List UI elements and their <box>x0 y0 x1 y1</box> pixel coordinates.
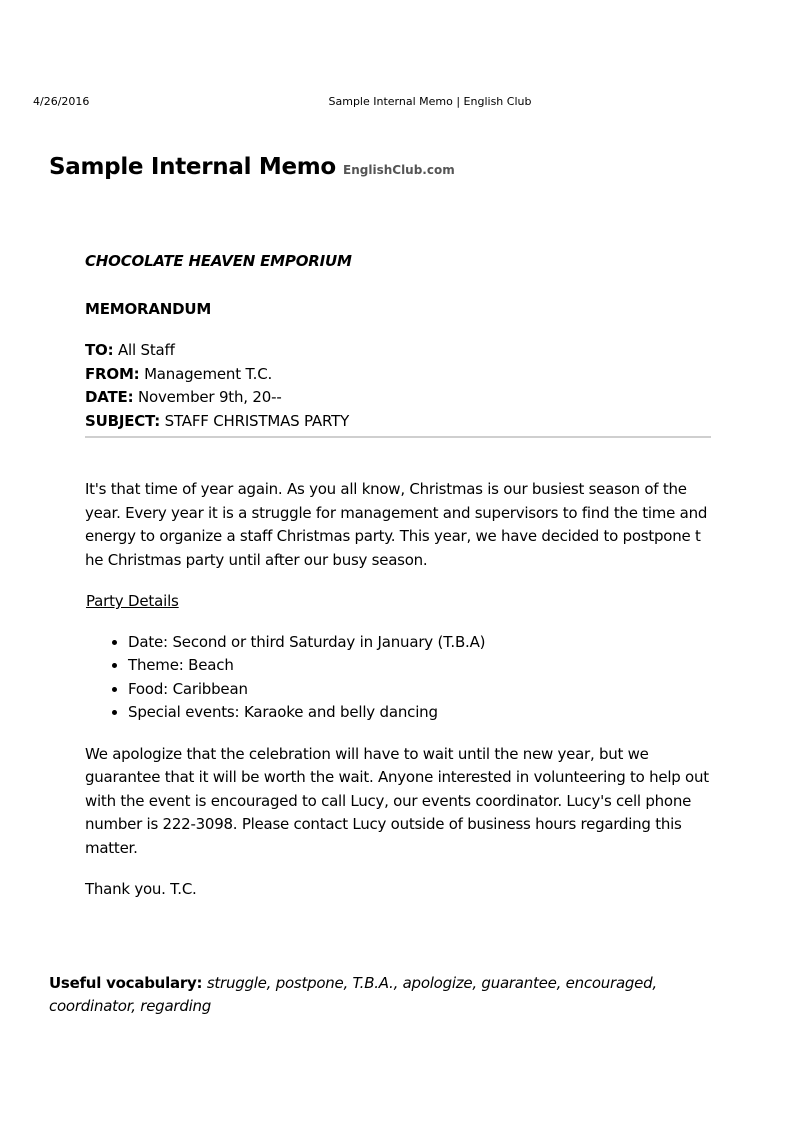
list-item: • Theme: Beach <box>128 654 711 678</box>
page-title-row <box>49 154 455 180</box>
closing-paragraph: We apologize that the celebration will have to wait until the new year, but we guarantee that it will be worth the wait. Anyone interested in volunteering to help out with the event is encouraged to call Lucy, our events coordinator. Lucy's cell phone number is 222-3098. Please contact Lucy outside of business hours regarding this matter. <box>85 744 709 857</box>
memo-from-line <box>85 363 711 387</box>
sign-off: Thank you. T.C. <box>85 880 197 898</box>
memo-subject-line <box>85 410 711 434</box>
memo-date-label: DATE: <box>85 388 134 406</box>
memo-from-value: Management T.C. <box>144 364 273 383</box>
print-title: Sample Internal Memo | English Club <box>328 95 532 108</box>
company-name: CHOCOLATE HEAVEN EMPORIUM <box>85 252 352 270</box>
site-brand-logo[interactable]: EnglishClub.com <box>343 163 455 177</box>
memo-heading: MEMORANDUM <box>85 299 212 318</box>
memo-from-label: FROM: <box>85 364 140 383</box>
vocabulary-label: Useful vocabulary: <box>49 974 203 992</box>
page-title: Sample Internal Memo <box>49 154 336 180</box>
memo-to-value: All Staff <box>117 341 175 359</box>
memo-date-line <box>85 386 711 410</box>
memo-date-value: November 9th, 20-- <box>137 388 282 406</box>
list-item: • Date: Second or third Saturday in January (T.B.A) <box>128 631 711 655</box>
memo-to-line <box>85 339 711 363</box>
party-details-list <box>85 631 711 725</box>
vocabulary-words: struggle, postpone, T.B.A., apologize, guarantee, encouraged, coordinator, regarding <box>49 974 657 1015</box>
memo-to-label: TO: <box>85 341 114 359</box>
intro-paragraph: It's that time of year again. As you all know, Christmas is our busiest season of the year. Every year it is a struggle for management and supervisors to find the time and energy to organize a staff Christmas party. This year, we have decided to postpone t he Christmas party until after our busy season. <box>85 480 708 569</box>
memo-body <box>85 250 711 902</box>
print-header <box>0 95 794 111</box>
print-date: 4/26/2016 <box>33 95 90 108</box>
party-details-heading: Party Details <box>86 592 179 610</box>
list-item: • Special events: Karaoke and belly dancing <box>128 701 711 725</box>
list-item: • Food: Caribbean <box>128 678 711 702</box>
header-divider <box>85 436 711 438</box>
memo-subject-label: SUBJECT: <box>85 411 161 430</box>
memo-subject-value: STAFF CHRISTMAS PARTY <box>164 411 350 430</box>
useful-vocabulary <box>49 972 739 1018</box>
